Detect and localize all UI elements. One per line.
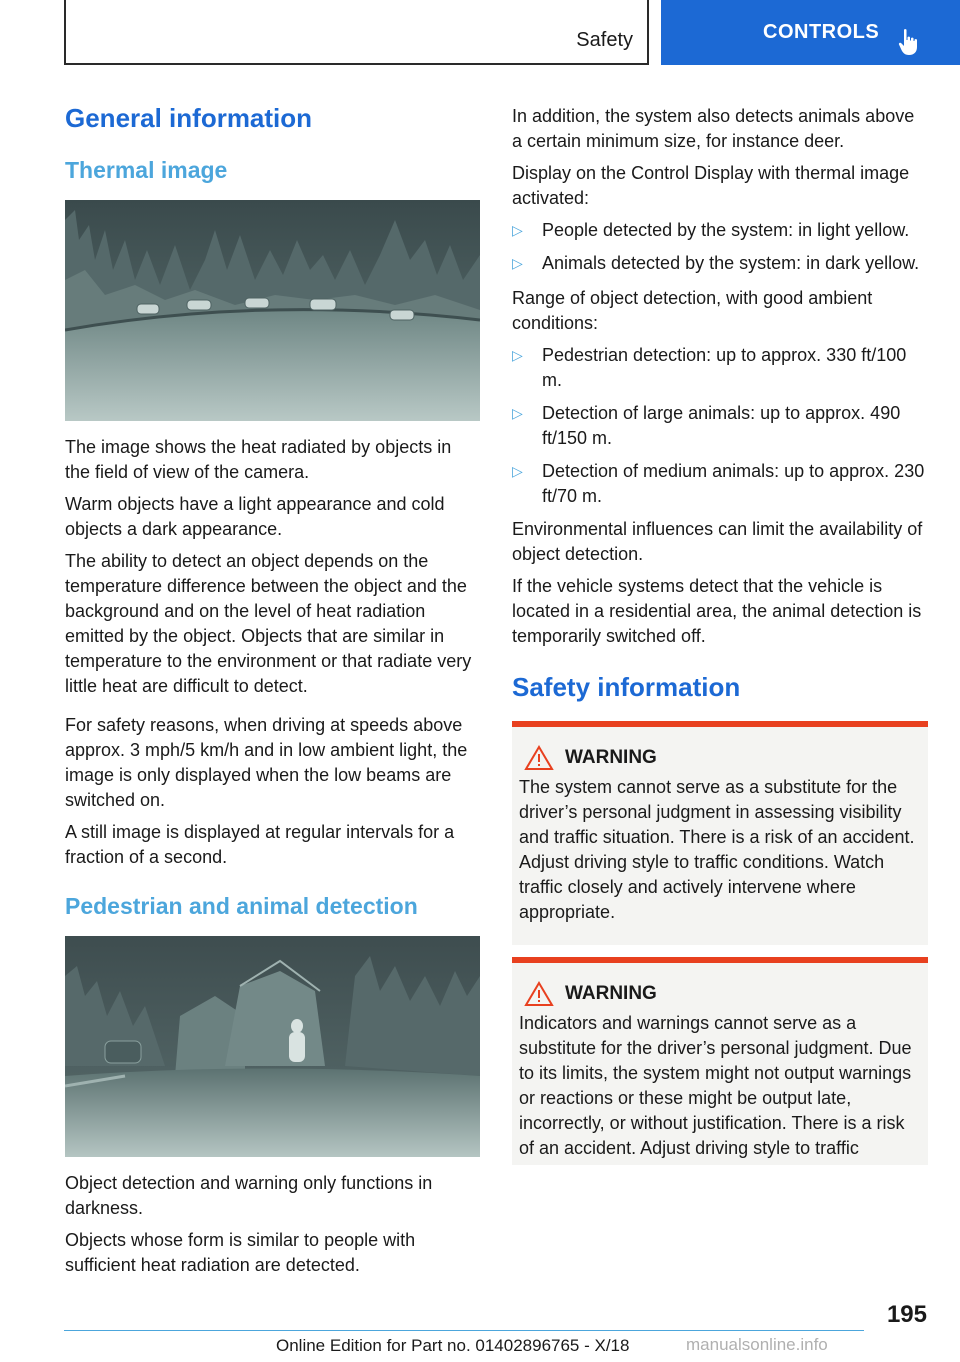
list-item: ▷ Animals detected by the system: in dark yellow. (512, 251, 928, 276)
triangle-bullet-icon: ▷ (512, 405, 523, 421)
para-detect-ability: The ability to detect an object depends on the temperature difference between the object and the background and on the level of heat radiation emitted by the object. Objects that are similar in temperature to the environment or that radiate very little heat are difficult to detect. (65, 551, 472, 696)
para-animals: In addition, the system also detects animals above a certain minimum size, for instance deer. (512, 106, 915, 151)
footer-edition: Online Edition for Part no. 01402896765 - X/18 (276, 1336, 630, 1355)
list-item: ▷ People detected by the system: in light yellow. (512, 218, 928, 243)
footer-watermark: manualsonline.info (686, 1335, 828, 1354)
warning-text: Indicators and warnings cannot serve as a substitute for the driver’s personal judgment. Due to its limits, the system might not output warnings or reactions or these might be output late, incorrectly, or without justification. There is a risk of an accident. Adjust driving style to traffic (519, 1013, 912, 1158)
warning-title: WARNING (565, 747, 657, 768)
para-darkness: Object detection and warning only functions in darkness. (65, 1173, 433, 1218)
warning-title: WARNING (565, 983, 657, 1004)
subheading-pedestrian-animal: Pedestrian and animal detection (65, 893, 418, 919)
para-still-image: A still image is displayed at regular intervals for a fraction of a second. (65, 822, 455, 867)
warning-box-1 (512, 721, 928, 945)
thermal-image-figure (65, 200, 480, 421)
list-item: ▷ Detection of large animals: up to approx. 490 ft/150 m. (512, 403, 901, 448)
triangle-bullet-icon: ▷ (512, 347, 523, 363)
section-heading-general: General information (65, 103, 313, 133)
page-number: 195 (886, 1301, 927, 1328)
warning-box-2 (512, 957, 928, 1165)
para-safety-speeds: For safety reasons, when driving at speeds above approx. 3 mph/5 km/h and in low ambient light, the image is only displayed when the low beams are switched on. (65, 715, 468, 810)
warning-text: The system cannot serve as a substitute for the driver’s personal judgment in assessing visibility and traffic situation. There is a risk of an accident. Adjust driving style to traffic conditions. Watch traffic closely and actively intervene where appropriate. (519, 777, 915, 922)
warning-triangle-icon (524, 981, 554, 1007)
pedestrian-image-figure (65, 936, 480, 1157)
list-item: ▷ Detection of medium animals: up to approx. 230 ft/70 m. (512, 461, 925, 506)
pointing-hand-icon (897, 28, 921, 56)
triangle-bullet-icon: ▷ (512, 255, 523, 271)
tab-controls[interactable] (661, 0, 960, 65)
warning-triangle-icon (524, 745, 554, 771)
para-environmental: Environmental influences can limit the availability of object detection. (512, 519, 923, 564)
section-heading-safety: Safety information (512, 672, 741, 702)
list-ranges (512, 343, 928, 509)
list-item: ▷ Pedestrian detection: up to approx. 330 ft/100 m. (512, 345, 907, 390)
para-heat-radiated: The image shows the heat radiated by objects in the field of view of the camera. (65, 437, 452, 482)
tab-controls-label: CONTROLS (763, 21, 880, 43)
right-column (512, 104, 928, 1165)
para-form-similar: Objects whose form is similar to people with sufficient heat radiation are detected. (65, 1230, 416, 1275)
pedestrian-image-illustration (65, 936, 480, 1157)
header-frame (64, 0, 649, 65)
subheading-thermal-image: Thermal image (65, 157, 228, 183)
para-residential: If the vehicle systems detect that the vehicle is located in a residential area, the animal detection is temporarily switched off. (512, 576, 922, 646)
thermal-image-illustration (65, 200, 480, 421)
left-column (65, 100, 481, 1285)
list-display-colors (512, 218, 928, 276)
para-range: Range of object detection, with good ambient conditions: (512, 288, 873, 333)
triangle-bullet-icon: ▷ (512, 463, 523, 479)
footer-rule (64, 1330, 864, 1331)
para-warm-cold: Warm objects have a light appearance and cold objects a dark appearance. (65, 494, 445, 539)
triangle-bullet-icon: ▷ (512, 222, 523, 238)
header-section-title: Safety (576, 29, 633, 51)
para-display-thermal: Display on the Control Display with thermal image activated: (512, 163, 910, 208)
